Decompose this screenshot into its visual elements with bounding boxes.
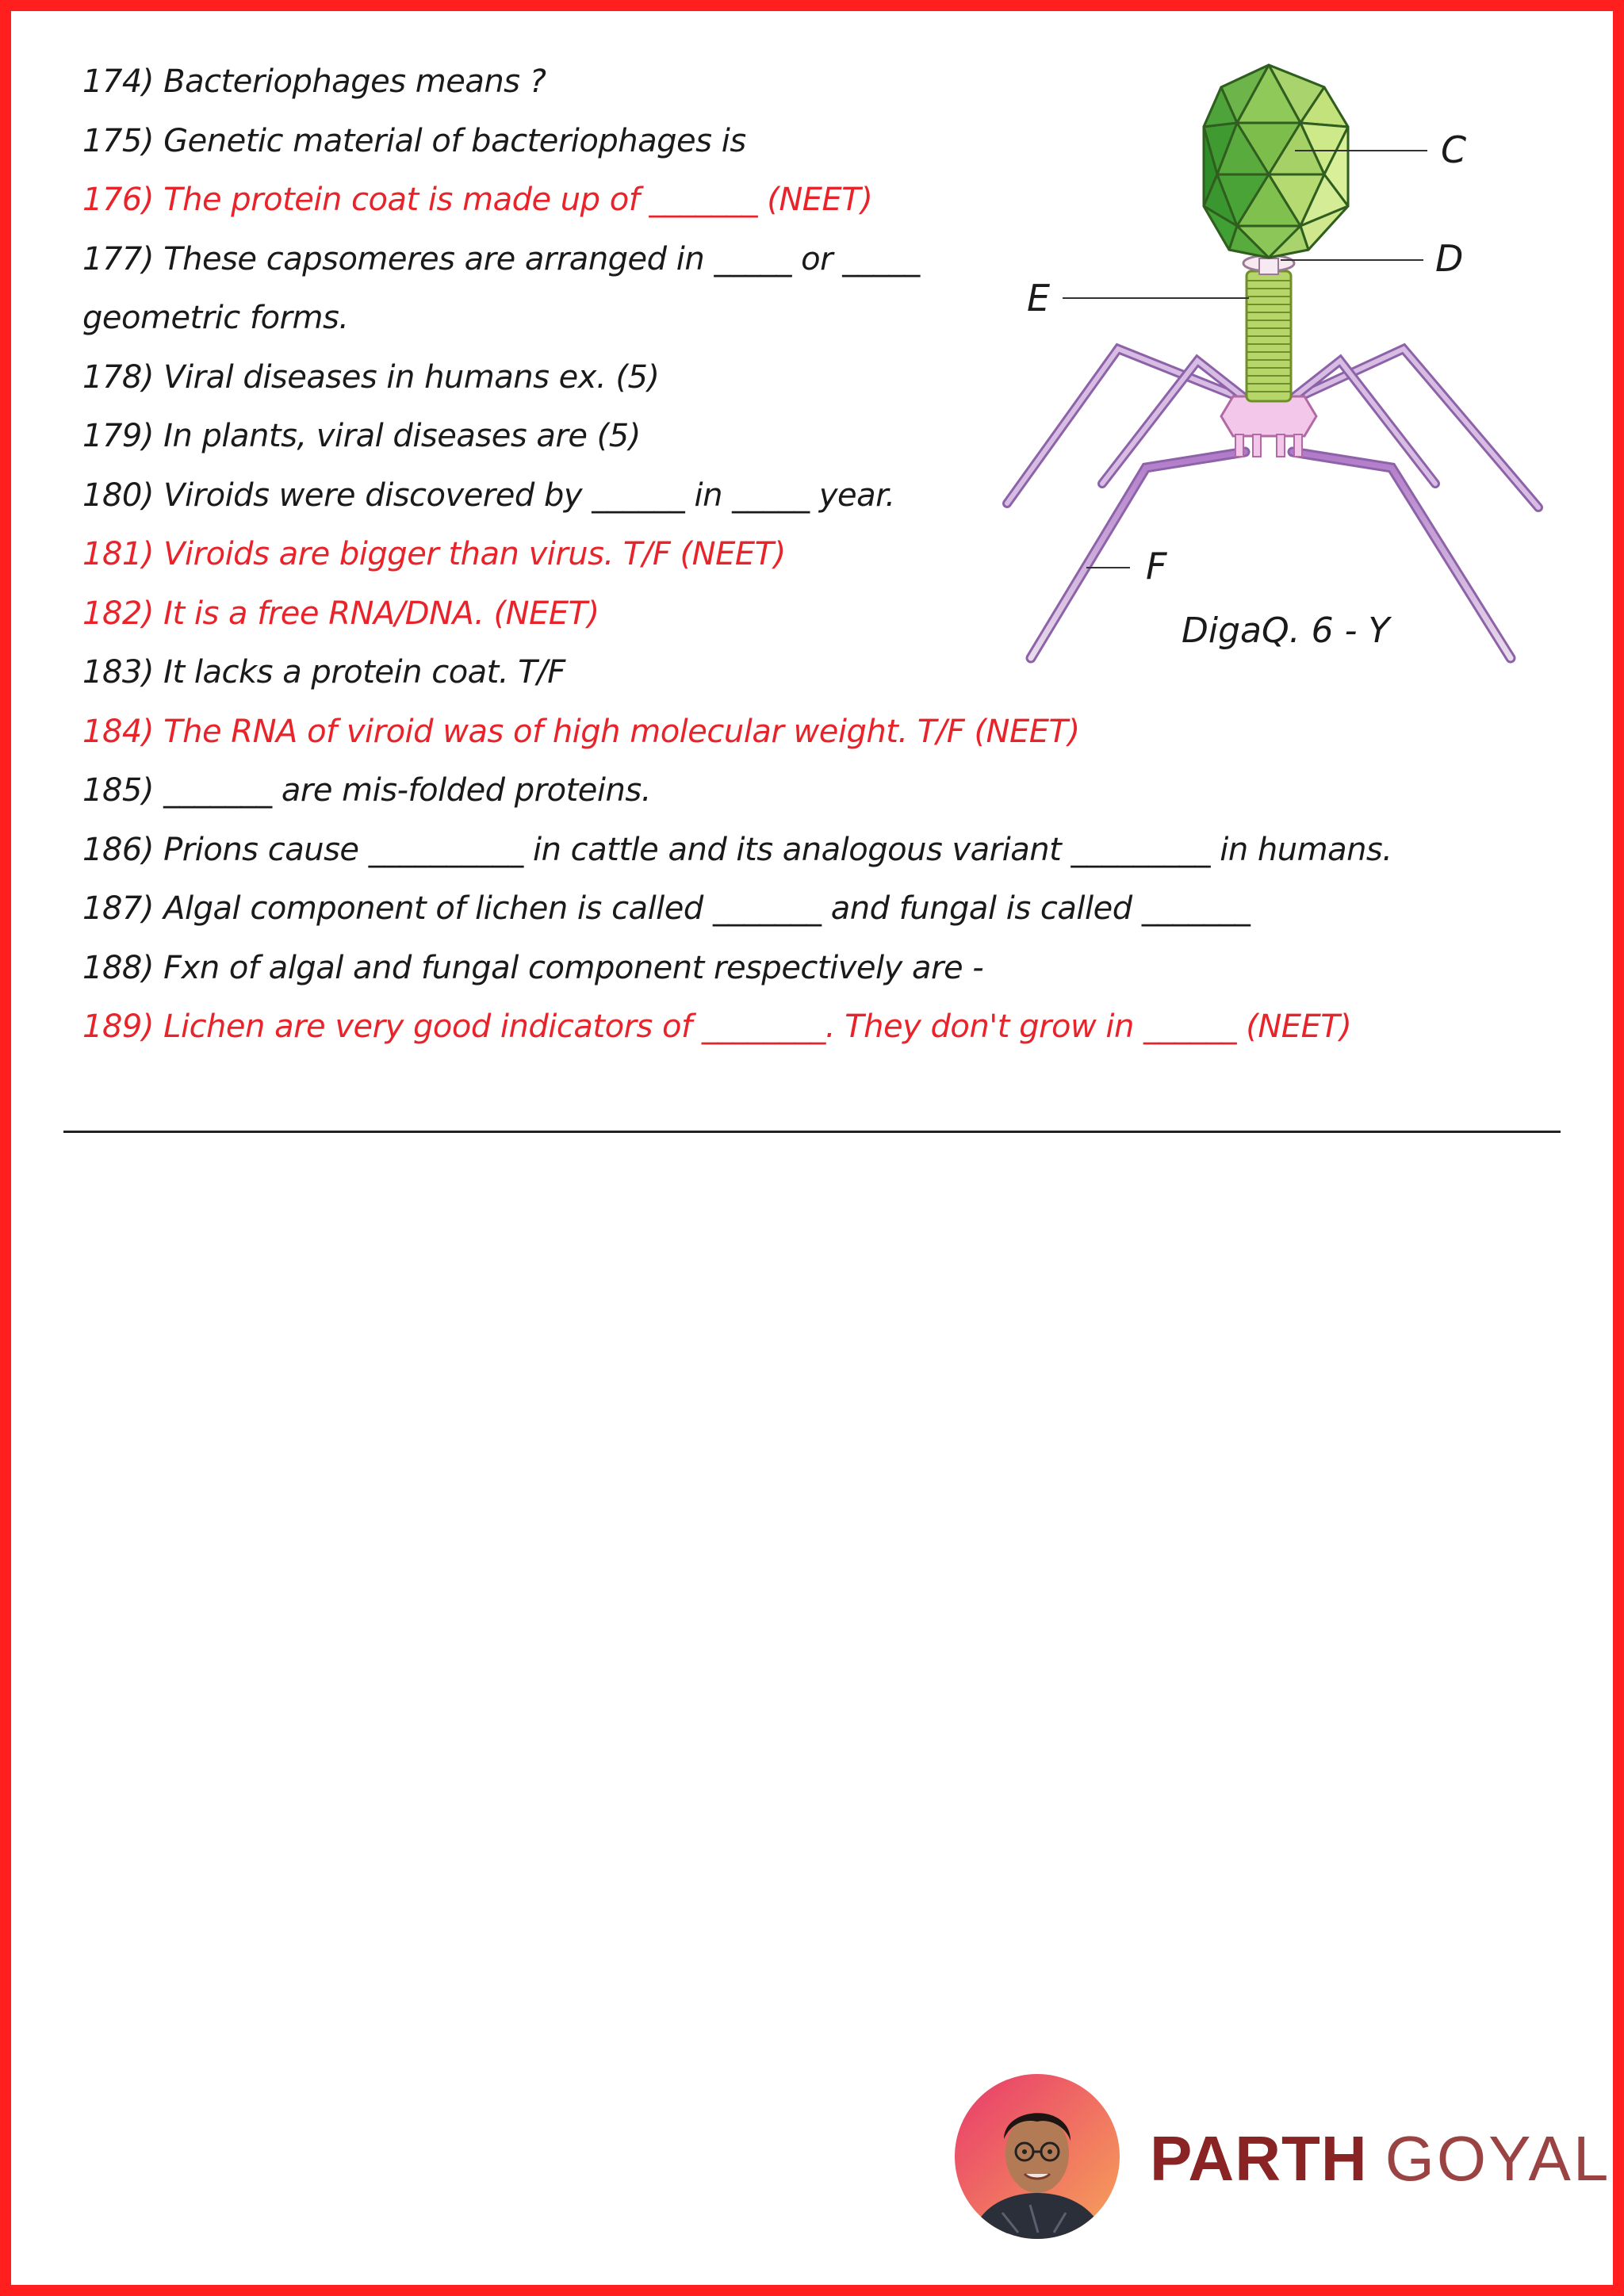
brand-last-name: GOYAL <box>1385 2123 1611 2194</box>
tail-sheath <box>1247 271 1291 401</box>
diagram-caption: DigaQ. 6 - Y <box>1182 610 1390 651</box>
brand-name <box>1150 2115 1611 2202</box>
icosahedral-head <box>1204 65 1348 258</box>
question-line: 186) Prions cause __________ in cattle and its analogous variant _________ in humans. <box>82 831 1392 868</box>
bacteriophage-diagram <box>983 55 1554 690</box>
diagram-label-f: F <box>1146 545 1167 587</box>
brand-first-name: PARTH <box>1150 2123 1368 2194</box>
question-line: 178) Viral diseases in humans ex. (5) <box>82 358 660 396</box>
question-line: 175) Genetic material of bacteriophages is <box>82 122 746 159</box>
base-plate <box>1221 396 1316 457</box>
question-line: 183) It lacks a protein coat. T/F <box>82 654 565 691</box>
question-line: 179) In plants, viral diseases are (5) <box>82 418 641 454</box>
diagram-label-c: C <box>1441 128 1467 171</box>
question-line: 174) Bacteriophages means ? <box>82 63 546 100</box>
question-line: geometric forms. <box>82 300 349 336</box>
question-line: 182) It is a free RNA/DNA. (NEET) <box>82 595 599 632</box>
question-line: 176) The protein coat is made up of _______ (NEET) <box>82 182 873 218</box>
question-line: 181) Viroids are bigger than virus. T/F (NEET) <box>82 536 786 572</box>
question-line: 180) Viroids were discovered by ______ in _____ year. <box>82 476 895 514</box>
question-line: 184) The RNA of viroid was of high molecular weight. T/F (NEET) <box>82 713 1080 750</box>
question-line: 188) Fxn of algal and fungal component respectively are - <box>82 949 984 986</box>
diagram-label-d: D <box>1435 237 1464 280</box>
diagram-label-e: E <box>1027 277 1051 320</box>
question-line: 185) _______ are mis-folded proteins. <box>82 772 651 809</box>
question-line: 177) These capsomeres are arranged in _____ or _____ <box>82 240 920 277</box>
question-line: 189) Lichen are very good indicators of ________. They don't grow in ______ (NEET) <box>82 1008 1352 1045</box>
author-avatar <box>955 2074 1120 2239</box>
section-divider <box>63 1131 1561 1133</box>
question-line: 187) Algal component of lichen is called _______ and fungal is called _______ <box>82 890 1251 927</box>
